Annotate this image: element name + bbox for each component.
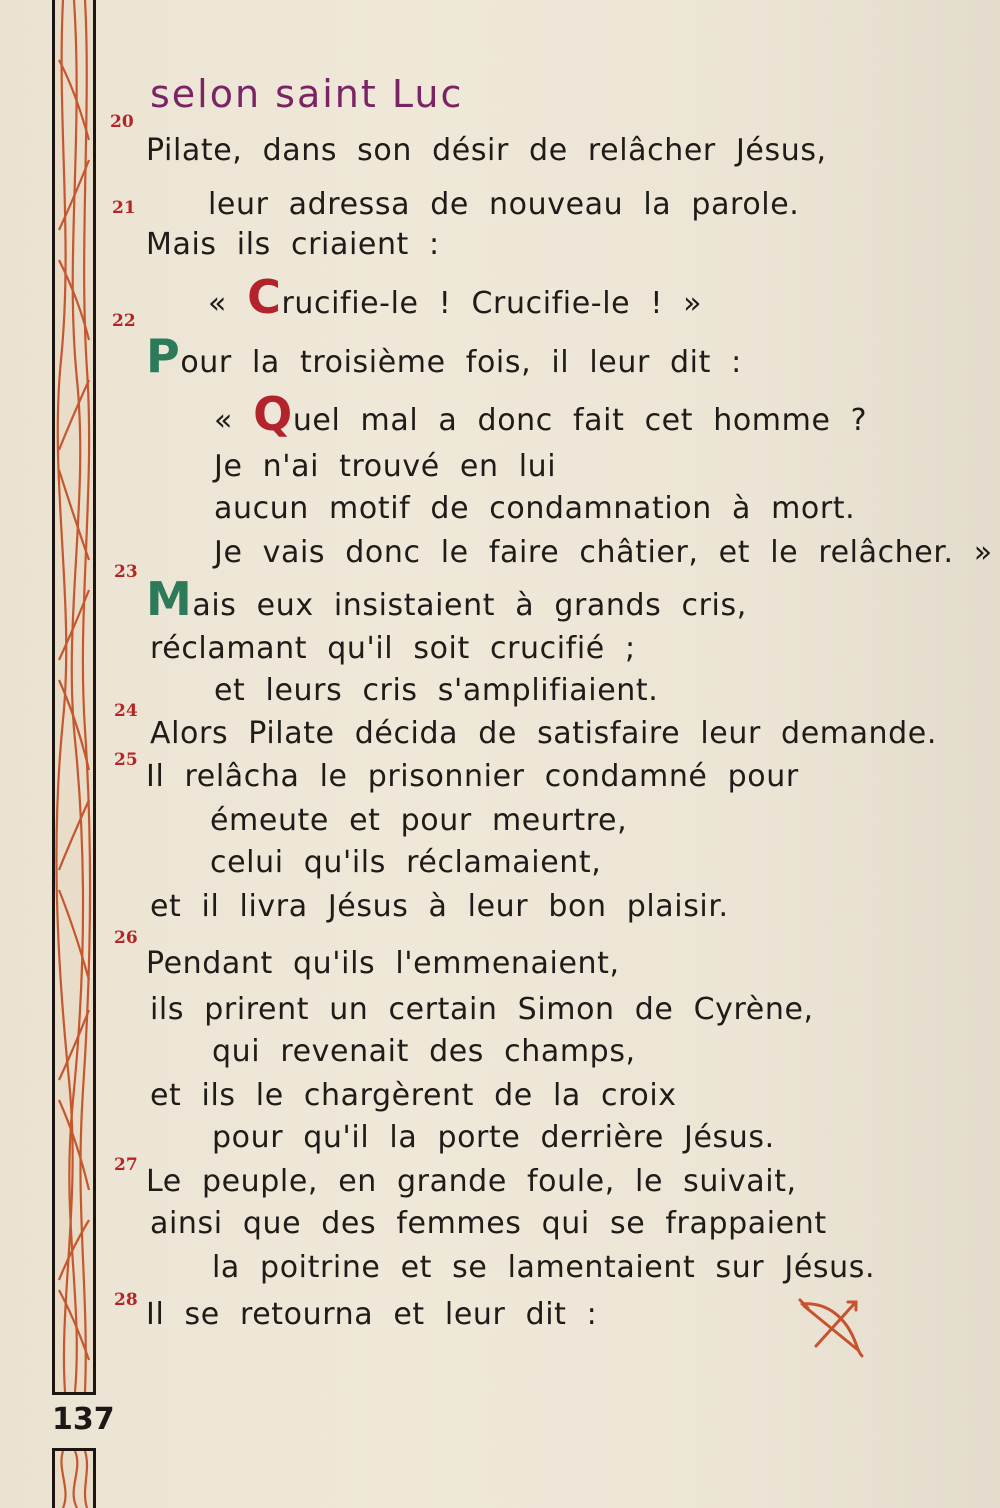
verse-number-26: 26 bbox=[114, 928, 138, 948]
text-line: réclamant qu'il soit crucifié ; bbox=[150, 631, 636, 666]
page-heading: selon saint Luc bbox=[150, 72, 464, 116]
drop-capital: M bbox=[146, 572, 193, 626]
verse-number-25: 25 bbox=[114, 750, 138, 770]
text-line: Il relâcha le prisonnier condamné pour bbox=[146, 759, 799, 794]
text-line: Alors Pilate décida de satisfaire leur demande. bbox=[150, 716, 938, 751]
text-line: ils prirent un certain Simon de Cyrène, bbox=[150, 992, 814, 1027]
page-number: 137 bbox=[52, 1402, 115, 1437]
text-line: leur adressa de nouveau la parole. bbox=[208, 187, 800, 222]
text-line: Mais ils criaient : bbox=[146, 227, 440, 262]
text-line: celui qu'ils réclamaient, bbox=[210, 845, 602, 880]
verse-number-28: 28 bbox=[114, 1290, 138, 1310]
text-line: ainsi que des femmes qui se frappaient bbox=[150, 1206, 827, 1241]
vine-border-ornament bbox=[52, 0, 96, 1395]
vine-border-ornament-lower bbox=[52, 1448, 96, 1508]
archer-bow-icon bbox=[796, 1296, 866, 1358]
text-line: Pilate, dans son désir de relâcher Jésus, bbox=[146, 133, 827, 168]
text-line: Pendant qu'ils l'emmenaient, bbox=[146, 946, 620, 981]
verse-number-21: 21 bbox=[112, 198, 136, 218]
text-line: aucun motif de condamnation à mort. bbox=[214, 491, 856, 526]
text-line: et leurs cris s'amplifiaient. bbox=[214, 673, 659, 708]
verse-number-23: 23 bbox=[114, 562, 138, 582]
verse-number-20: 20 bbox=[110, 112, 134, 132]
drop-capital: C bbox=[247, 270, 282, 324]
text-line: « Quel mal a donc fait cet homme ? bbox=[214, 387, 868, 441]
text-line: Je n'ai trouvé en lui bbox=[214, 449, 557, 484]
verse-number-24: 24 bbox=[114, 701, 138, 721]
verse-number-22: 22 bbox=[112, 311, 136, 331]
text-line: Pour la troisième fois, il leur dit : bbox=[146, 329, 742, 383]
text-line: et ils le chargèrent de la croix bbox=[150, 1078, 677, 1113]
text-line: émeute et pour meurtre, bbox=[210, 803, 628, 838]
text-line: Il se retourna et leur dit : bbox=[146, 1297, 598, 1332]
text-line: la poitrine et se lamentaient sur Jésus. bbox=[212, 1250, 876, 1285]
text-line: Je vais donc le faire châtier, et le relâcher. » bbox=[214, 535, 993, 570]
text-line: et il livra Jésus à leur bon plaisir. bbox=[150, 889, 729, 924]
text-line: qui revenait des champs, bbox=[212, 1034, 636, 1069]
text-line: Le peuple, en grande foule, le suivait, bbox=[146, 1164, 797, 1199]
text-line: « Crucifie-le ! Crucifie-le ! » bbox=[208, 270, 703, 324]
drop-capital: Q bbox=[253, 387, 293, 441]
drop-capital: P bbox=[146, 329, 181, 383]
text-line: Mais eux insistaient à grands cris, bbox=[146, 572, 747, 626]
verse-number-27: 27 bbox=[114, 1155, 138, 1175]
text-line: pour qu'il la porte derrière Jésus. bbox=[212, 1120, 775, 1155]
